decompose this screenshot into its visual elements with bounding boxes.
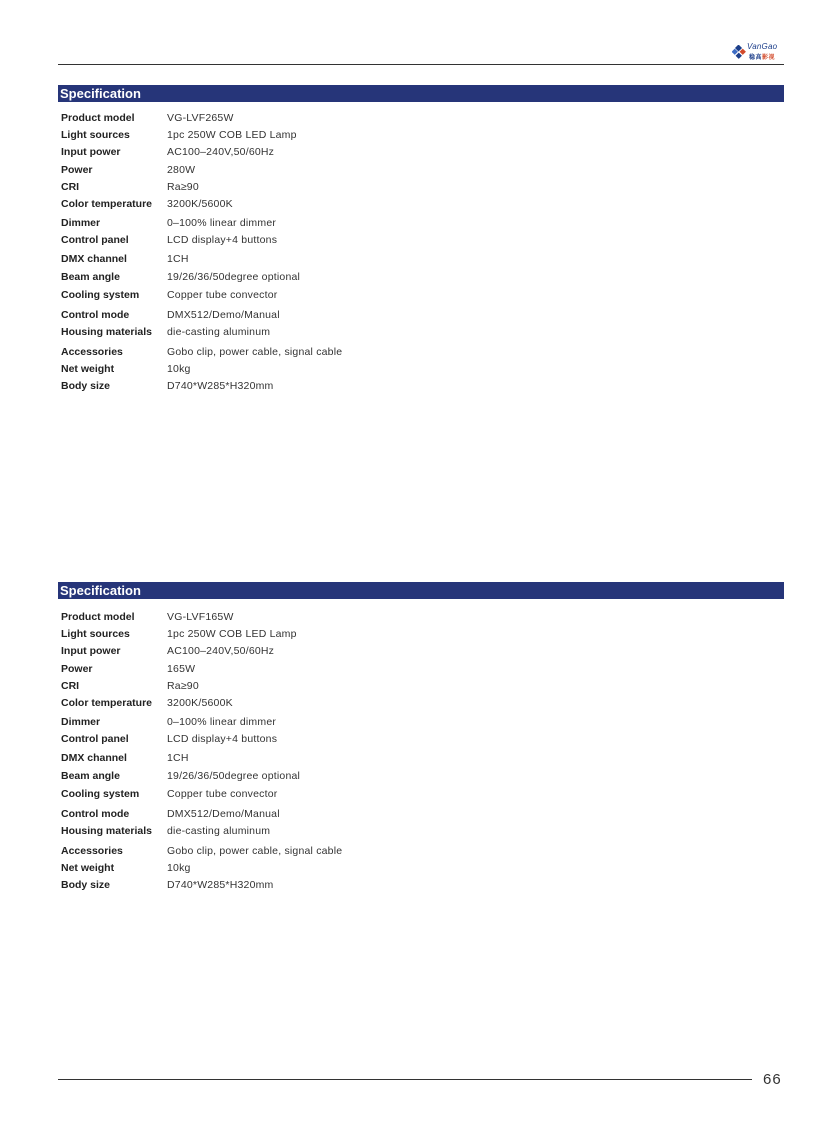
spec-label: Control panel: [61, 234, 129, 246]
spec-label: Power: [61, 164, 93, 176]
spec-label: Net weight: [61, 862, 115, 874]
brand-name: VanGao: [747, 42, 778, 51]
spec-value: DMX512/Demo/Manual: [167, 808, 280, 820]
spec-value: Ra≥90: [167, 680, 199, 692]
spec-label: Input power: [61, 146, 121, 158]
spec-label: Product model: [61, 112, 135, 124]
spec-value: 165W: [167, 663, 196, 675]
spec-label: Product model: [61, 611, 135, 623]
spec-value: LCD display+4 buttons: [167, 234, 278, 246]
spec-value: 1pc 250W COB LED Lamp: [167, 628, 297, 640]
spec-label: Body size: [61, 879, 111, 891]
spec-label: Input power: [61, 645, 121, 657]
spec-value: 1CH: [167, 253, 189, 265]
spec-label: Light sources: [61, 628, 130, 640]
footer-divider: [58, 1079, 752, 1080]
spec-value: 10kg: [167, 862, 191, 874]
spec-label: Color temperature: [61, 198, 153, 210]
brand-name-cn: 稳高影视: [749, 55, 776, 61]
diamond-logo-icon: [732, 45, 746, 59]
spec-value: 3200K/5600K: [167, 198, 233, 210]
brand-logo: [732, 42, 784, 62]
spec-label: Net weight: [61, 363, 115, 375]
spec-label: Light sources: [61, 129, 130, 141]
spec-table-2: [58, 609, 784, 899]
spec-label: Dimmer: [61, 716, 101, 728]
spec-label: Control panel: [61, 733, 129, 745]
spec-label: CRI: [61, 181, 80, 193]
spec-section-1: [58, 85, 784, 102]
spec-label: Accessories: [61, 346, 123, 358]
spec-value: 10kg: [167, 363, 191, 375]
spec-label: Dimmer: [61, 217, 101, 229]
spec-label: Control mode: [61, 309, 130, 321]
spec-label: Cooling system: [61, 788, 140, 800]
spec-label: Body size: [61, 380, 111, 392]
spec-value: AC100–240V,50/60Hz: [167, 146, 275, 158]
spec-value: Copper tube convector: [167, 788, 278, 800]
spec-table-1: [58, 110, 784, 400]
spec-label: Housing materials: [61, 825, 153, 837]
spec-value: 280W: [167, 164, 196, 176]
spec-label: DMX channel: [61, 253, 127, 265]
spec-value: 0–100% linear dimmer: [167, 217, 277, 229]
spec-value: D740*W285*H320mm: [167, 879, 274, 891]
spec-value: Gobo clip, power cable, signal cable: [167, 346, 343, 358]
spec-label: Power: [61, 663, 93, 675]
header-divider: [58, 64, 784, 65]
spec-label: Accessories: [61, 845, 123, 857]
spec-value: D740*W285*H320mm: [167, 380, 274, 392]
spec-value: 19/26/36/50degree optional: [167, 770, 301, 782]
spec-section-2: [58, 582, 784, 599]
page-number: 66: [763, 1071, 782, 1088]
spec-label: Cooling system: [61, 289, 140, 301]
spec-label: DMX channel: [61, 752, 127, 764]
spec-label: CRI: [61, 680, 80, 692]
spec-value: AC100–240V,50/60Hz: [167, 645, 275, 657]
spec-label: Color temperature: [61, 697, 153, 709]
spec-label: Housing materials: [61, 326, 153, 338]
spec-label: Beam angle: [61, 271, 120, 283]
spec-value: die-casting aluminum: [167, 825, 271, 837]
spec-value: VG-LVF265W: [167, 112, 234, 124]
spec-value: Copper tube convector: [167, 289, 278, 301]
spec-value: LCD display+4 buttons: [167, 733, 278, 745]
spec-value: DMX512/Demo/Manual: [167, 309, 280, 321]
spec-value: 3200K/5600K: [167, 697, 233, 709]
spec-value: VG-LVF165W: [167, 611, 234, 623]
section-title-bar: Specification: [58, 582, 784, 599]
spec-value: die-casting aluminum: [167, 326, 271, 338]
spec-value: 1CH: [167, 752, 189, 764]
spec-value: 0–100% linear dimmer: [167, 716, 277, 728]
spec-value: Gobo clip, power cable, signal cable: [167, 845, 343, 857]
spec-value: 19/26/36/50degree optional: [167, 271, 301, 283]
spec-label: Control mode: [61, 808, 130, 820]
spec-value: Ra≥90: [167, 181, 199, 193]
spec-value: 1pc 250W COB LED Lamp: [167, 129, 297, 141]
spec-label: Beam angle: [61, 770, 120, 782]
section-title-bar: Specification: [58, 85, 784, 102]
